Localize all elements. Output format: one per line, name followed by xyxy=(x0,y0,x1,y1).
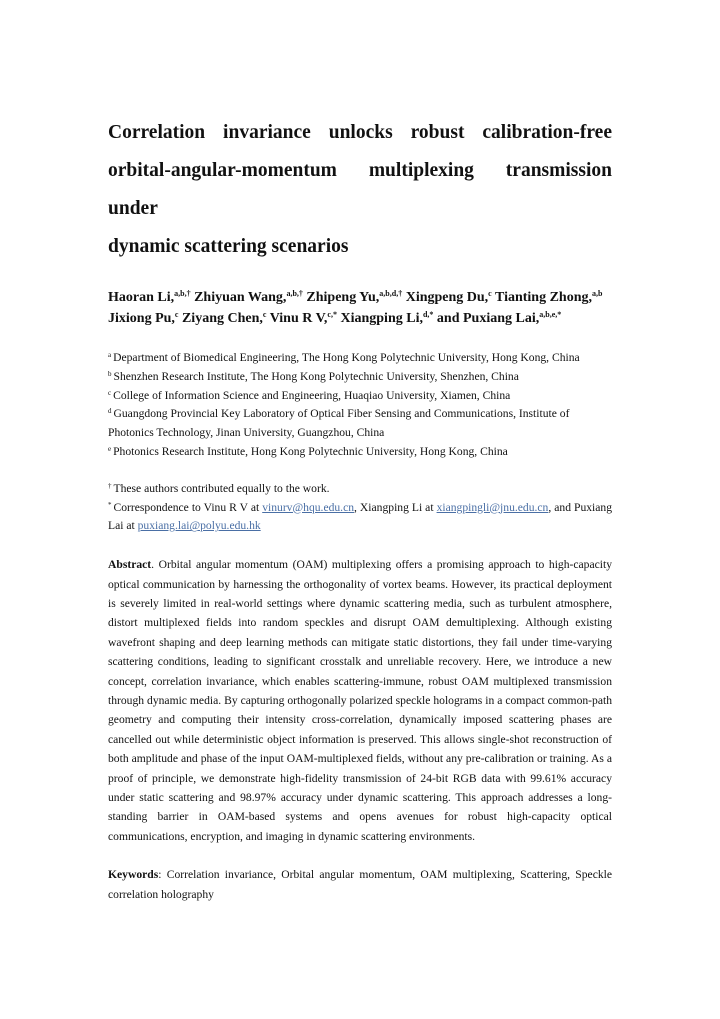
affiliation: $^a$ Department of Biomedical Engineering, The Hong Kong Polytechnic University, Hong Kong, China xyxy=(108,351,580,364)
affiliation-list xyxy=(108,349,612,462)
affiliation: $^e$ Photonics Research Institute, Hong Kong Polytechnic University, Hong Kong, China xyxy=(108,444,508,458)
keywords-label: Keywords xyxy=(108,868,159,882)
abstract xyxy=(108,555,612,846)
affiliation: $^b$ Shenzhen Research Institute, The Hong Kong Polytechnic University, Shenzhen, China xyxy=(108,369,519,383)
author: Zhipeng Yu,$^{a,b,d,\dagger}$ xyxy=(306,289,403,305)
author: Vinu R V,$^{c,*}$ xyxy=(269,310,337,326)
author: Ziyang Chen,$^c$ xyxy=(181,310,267,326)
keywords-text: : Correlation invariance, Orbital angular momentum, OAM multiplexing, Scattering, Speckle correlation holography xyxy=(108,868,612,901)
abstract-text: . Orbital angular momentum (OAM) multiplexing offers a promising approach to high-capacity optical communication by harnessing the orthogonality of vortex beams. However, its practical deployment is severely limited in real-world settings where dynamic scattering media, such as turbulent atmosphere, distort multiplexed fields into random speckles and disrupt OAM demultiplexing. Although existing wavefront shaping and deep learning methods can mitigate static distortions, they fail under time-varying scattering conditions, leading to significant crosstalk and unreliable recovery. Here, we introduce a new concept, correlation invariance, which enables scattering-immune, robust OAM multiplexed transmission through dynamic media. By capturing orthogonally polarized speckle holograms in a compact common-path geometry and computing their intensity cross-correlation, dynamically imposed scattering phases are cancelled out while deterministic object information is preserved. This allows single-shot reconstruction of both amplitude and phase of the input OAM-multiplexed fields, without any pre-calibration or training. As a proof of principle, we demonstrate high-fidelity transmission of 24-bit RGB data with 99.61% accuracy under static scattering and 98.97% accuracy under dynamic scattering. This approach addresses a long-standing barrier in OAM-based systems and opens avenues for robust high-capacity optical communications, encryption, and imaging in dynamic scattering environments. xyxy=(108,558,612,843)
abstract-label: Abstract xyxy=(108,558,152,572)
title-line: dynamic scattering scenarios xyxy=(108,236,349,257)
correspondence-note: * Correspondence to Vinu R V at vinurv@hqu.edu.cn, Xiangping Li at xiangpingli@jnu.edu.cn, and Puxiang Lai at puxiang.lai@polyu.edu.hk xyxy=(108,500,613,533)
title-line: orbital-angular-momentum multiplexing transmission under xyxy=(108,160,612,219)
email-link-xiangping[interactable]: xiangpingli@jnu.edu.cn xyxy=(436,500,549,514)
affiliation: $^d$ Guangdong Provincial Key Laboratory of Optical Fiber Sensing and Communications, Institute of Photonics Technology, Jinan University, Guangzhou, China xyxy=(108,407,570,440)
author: Haoran Li,$^{a,b,\dagger}$ xyxy=(108,289,191,305)
author: Zhiyuan Wang,$^{a,b,\dagger}$ xyxy=(194,289,303,305)
author-list xyxy=(108,287,612,329)
author-notes xyxy=(108,480,612,536)
affiliation: $^c$ College of Information Science and Engineering, Huaqiao University, Xiamen, China xyxy=(108,388,511,402)
author: Tianting Zhong,$^{a,b}$ xyxy=(494,289,603,305)
paper-front-matter xyxy=(108,114,612,916)
equal-contribution-note: † These authors contributed equally to the work. xyxy=(108,481,330,495)
paper-title xyxy=(108,114,612,266)
author: Xiangping Li,$^{d,*}$ xyxy=(340,310,434,326)
author: Xingpeng Du,$^c$ xyxy=(405,289,492,305)
title-line: Correlation invariance unlocks robust calibration-free xyxy=(108,122,612,143)
keywords xyxy=(108,865,612,904)
author: Jixiong Pu,$^c$ xyxy=(108,310,179,326)
author: and Puxiang Lai,$^{a,b,e,*}$ xyxy=(436,310,562,326)
email-link-vinu[interactable]: vinurv@hqu.edu.cn xyxy=(262,500,355,514)
email-link-puxiang[interactable]: puxiang.lai@polyu.edu.hk xyxy=(137,519,261,533)
